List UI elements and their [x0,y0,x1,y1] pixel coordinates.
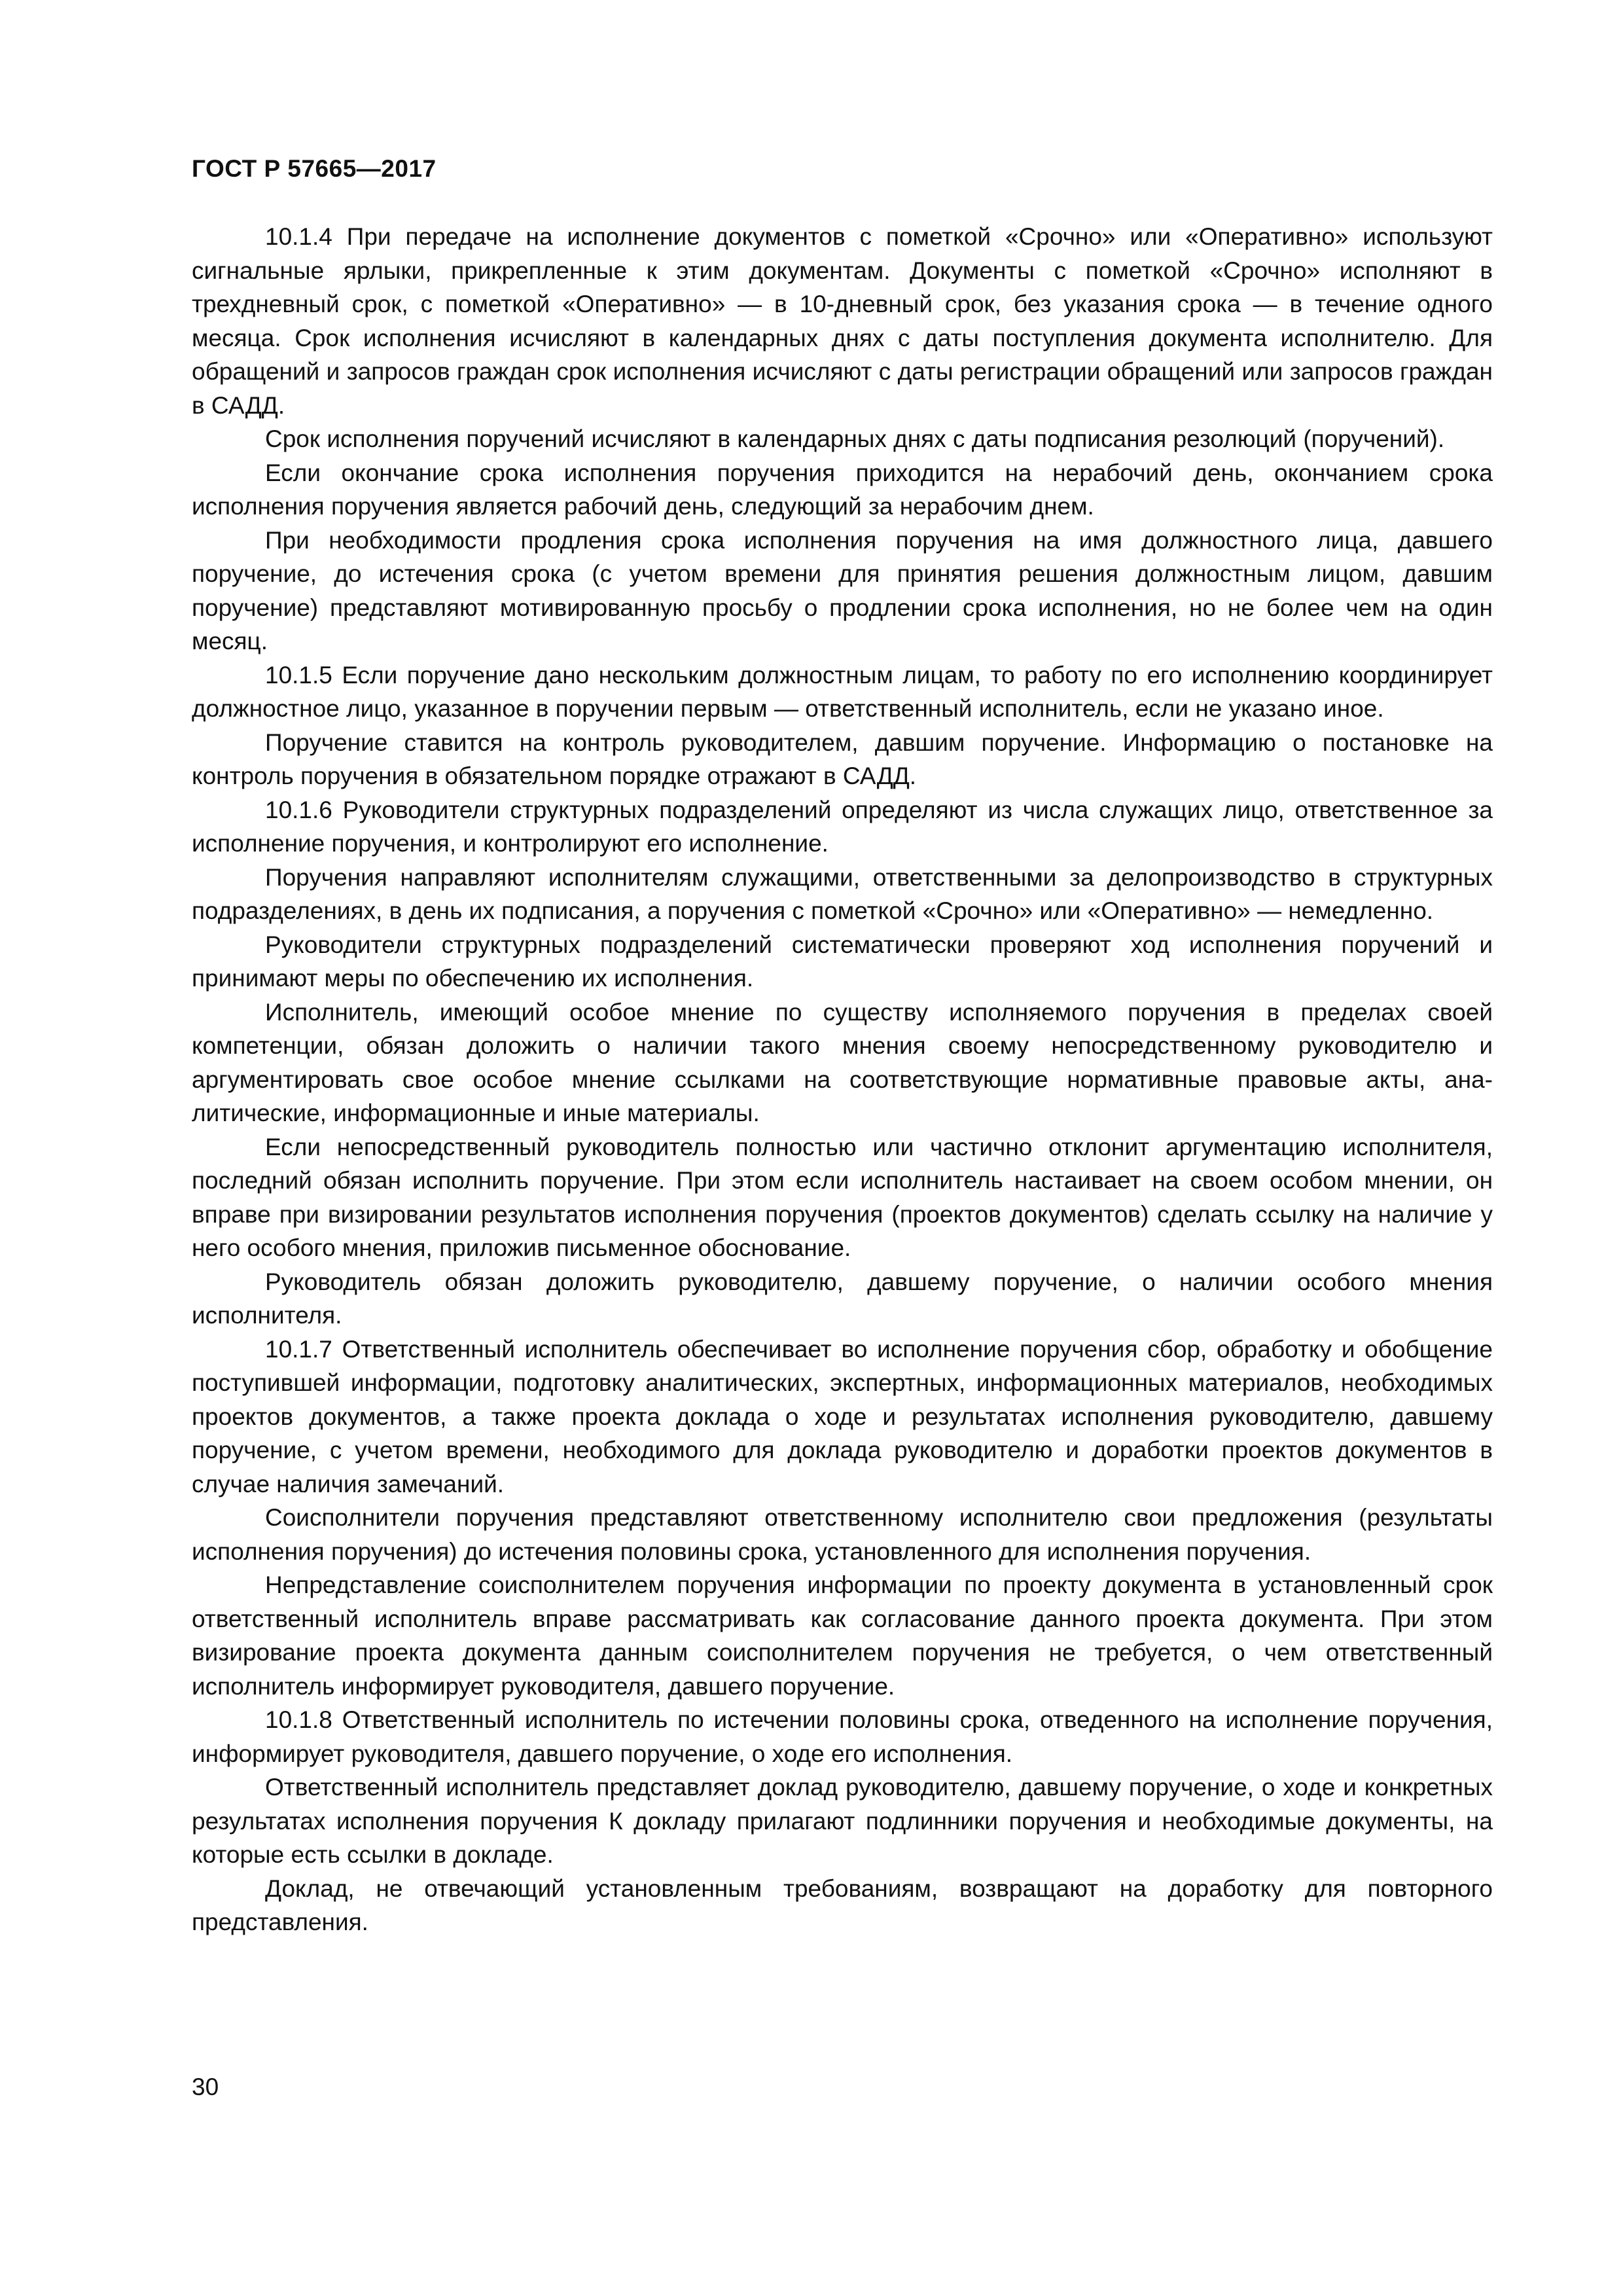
paragraph: Ответственный исполнитель представляет доклад руководителю, давшему поручение, о ходе и конкретных результатах исполнения поручения К докладу прилагают подлинники поручения и необходимые документы, на которые есть ссылки в докладе. [192,1774,1493,1868]
paragraph: Исполнитель, имеющий особое мнение по существу исполняемого поручения в пределах своей компетенции, обязан доложить о наличии такого мнения своему непосредственному руководителю и аргументировать свое особое мнение ссылками на соответствующие нормативные правовые акты, аналитические, информационные и иные материалы. [192,998,1493,1126]
page-number: 30 [192,2073,219,2100]
paragraph: 10.1.7 Ответственный исполнитель обеспечивает во исполнение поручения сбор, обработку и обобщение поступившей информации, подготовку аналитических, экспертных, информационных материалов, необходимых проектов документов, а также проекта доклада о ходе и результатах исполнения руководителю, давшему поручение, с учетом времени, необходимого для доклада руководителю и доработки проектов документов в случае наличия замечаний. [192,1335,1493,1498]
paragraph: Поручения направляют исполнителям служащими, ответственными за делопроизводство в структурных подразделениях, в день их подписания, а поручения с пометкой «Срочно» или «Оперативно» — немедленно. [192,863,1493,924]
paragraph: Срок исполнения поручений исчисляют в календарных днях с даты подписания резолюций (поручений). [265,425,1445,452]
paragraph: Руководители структурных подразделений систематически проверяют ход исполнения поручений и принимают меры по обеспечению их исполнения. [192,931,1493,992]
paragraph: 10.1.6 Руководители структурных подразделений определяют из числа служащих лицо, ответственное за исполнение поручения, и контролируют его исполнение. [192,796,1493,857]
paragraph: Доклад, не отвечающий установленным требованиям, возвращают на доработку для повторного представления. [192,1874,1493,1935]
paragraph: 10.1.5 Если поручение дано нескольким должностным лицам, то работу по его исполнению координирует должностное лицо, указанное в поручении первым — ответственный исполнитель, если не указано иное. [192,661,1493,722]
paragraph: 10.1.4 При передаче на исполнение документов с пометкой «Срочно» или «Оперативно» используют сигнальные ярлыки, прикрепленные к этим документам. Документы с пометкой «Срочно» исполняют в трехдневный срок, с пометкой «Оперативно» — в 10-дневный срок, без указания срока — в течение одного месяца. Срок исполнения исчисляют в календарных днях с даты поступления документа исполнителю. Для обращений и запросов граждан срок исполнения исчисляют с даты регистрации обращений или запросов граждан в САДД. [192,223,1493,419]
paragraph: Если непосредственный руководитель полностью или частично отклонит аргументацию исполнителя, последний обязан исполнить поручение. При этом если исполнитель настаивает на своем особом мнении, он вправе при визировании результатов исполнения поручения (проектов документов) сделать ссылку на наличие у него особого мнения, приложив письменное обоснование. [192,1133,1493,1261]
document-body [192,220,1493,1939]
paragraph: Соисполнители поручения представляют ответственному исполнителю свои предложения (результаты исполнения поручения) до истечения половины срока, установленного для исполнения поручения. [192,1504,1493,1565]
paragraph: При необходимости продления срока исполнения поручения на имя должностного лица, давшего поручение, до истечения срока (с учетом времени для принятия решения должностным лицом, давшим поручение) представляют мотивированную просьбу о продлении срока исполнения, но не более чем на один месяц. [192,526,1493,655]
paragraph: Непредставление соисполнителем поручения информации по проекту документа в установленный срок ответственный исполнитель вправе рассматривать как согласование данного проекта документа. При этом визирование проекта документа данным соисполнителем поручения не требуется, о чем ответственный исполнитель информирует руководителя, давшего поручение. [192,1571,1493,1700]
paragraph: Руководитель обязан доложить руководителю, давшему поручение, о наличии особого мнения исполнителя. [192,1268,1493,1329]
paragraph: 10.1.8 Ответственный исполнитель по истечении половины срока, отведенного на исполнение поручения, информирует руководителя, давшего поручение, о ходе его исполнения. [192,1706,1493,1767]
document-code-header: ГОСТ Р 57665—2017 [192,155,437,182]
paragraph: Если окончание срока исполнения поручения приходится на нерабочий день, окончанием срока исполнения поручения является рабочий день, следующий за нерабочим днем. [192,459,1493,520]
paragraph: Поручение ставится на контроль руководителем, давшим поручение. Информацию о постановке на контроль поручения в обязательном порядке отражают в САДД. [192,728,1493,789]
